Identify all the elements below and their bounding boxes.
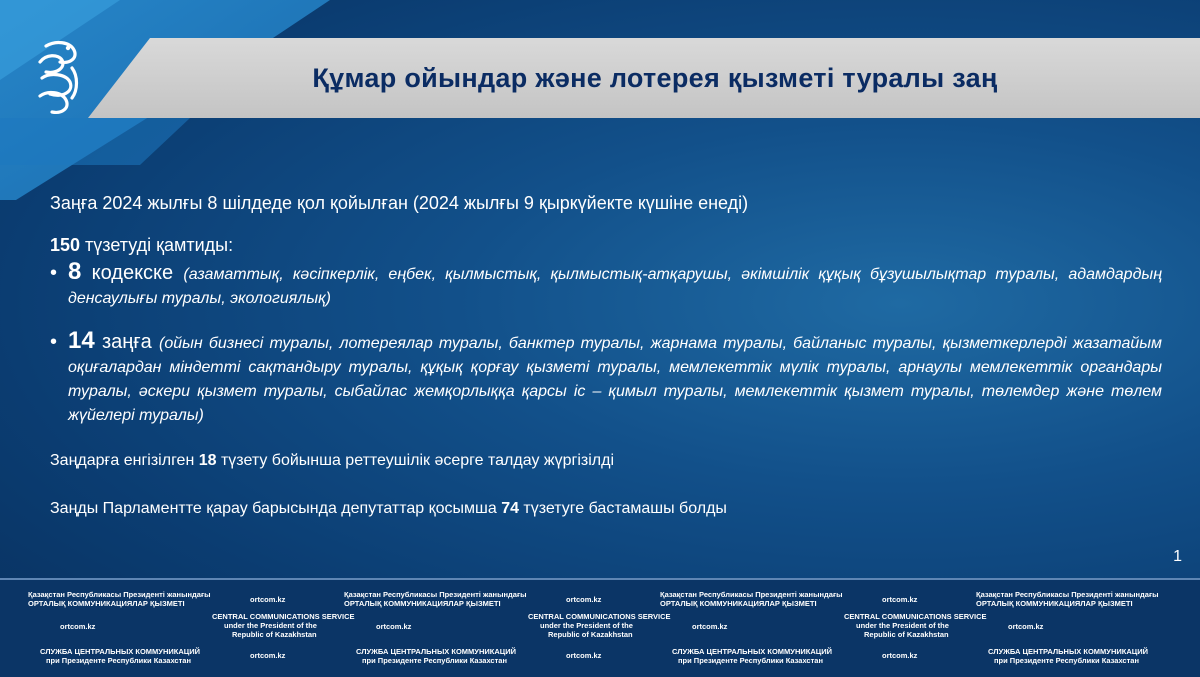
footer-site: ortcom.kz xyxy=(692,622,728,631)
footer-kz-2: ОРТАЛЫҚ КОММУНИКАЦИЯЛАР ҚЫЗМЕТІ xyxy=(660,599,817,608)
footer-pattern xyxy=(948,580,1200,677)
codes-count: 8 xyxy=(68,258,82,285)
signed-paragraph: Заңға 2024 жылғы 8 шілдеде қол қойылған (2024 жылғы 9 қыркүйекте күшіне енеді) xyxy=(50,193,749,213)
footer-banner xyxy=(0,578,1200,677)
footer-ru-1: СЛУЖБА ЦЕНТРАЛЬНЫХ КОММУНИКАЦИЙ xyxy=(40,647,201,656)
footer-ru-2: при Президенте Республики Казахстан xyxy=(362,656,507,665)
footer-site: ortcom.kz xyxy=(566,595,602,604)
footer-kz-2: ОРТАЛЫҚ КОММУНИКАЦИЯЛАР ҚЫЗМЕТІ xyxy=(28,599,185,608)
footer-site: ortcom.kz xyxy=(882,595,918,604)
codes-word: кодекске xyxy=(81,262,184,284)
footer-kz-1: Қазақстан Республикасы Президенті жанындағы xyxy=(660,590,843,599)
footer-en-1: CENTRAL COMMUNICATIONS SERVICE xyxy=(212,612,355,621)
laws-count: 14 xyxy=(68,327,95,354)
amendments-intro xyxy=(50,232,1162,258)
analysis-text-pre: Заңдарға енгізілген xyxy=(50,452,199,469)
footer-pattern xyxy=(316,580,671,677)
amendments-count: 150 xyxy=(50,235,81,255)
footer-site: ortcom.kz xyxy=(60,622,96,631)
amendments-text: түзетуді қамтиды: xyxy=(80,235,234,255)
parliament-text-pre: Заңды Парламентте қарау барысында депутаттар қосымша xyxy=(50,500,502,517)
footer-kz-1: Қазақстан Республикасы Президенті жанындағы xyxy=(344,590,527,599)
footer-ru-1: СЛУЖБА ЦЕНТРАЛЬНЫХ КОММУНИКАЦИЙ xyxy=(356,647,517,656)
footer-site: ortcom.kz xyxy=(1008,622,1044,631)
footer-en-2: under the President of the xyxy=(856,621,949,630)
footer-ru-2: при Президенте Республики Казахстан xyxy=(46,656,191,665)
bullet-laws-text xyxy=(68,329,1162,428)
laws-word: заңға xyxy=(94,331,160,353)
analysis-count: 18 xyxy=(198,452,217,469)
footer-kz-1: Қазақстан Республикасы Президенті жанындағы xyxy=(976,590,1159,599)
footer-en-3: Republic of Kazakhstan xyxy=(548,630,633,639)
footer-en-1: CENTRAL COMMUNICATIONS SERVICE xyxy=(528,612,671,621)
footer-en-1: CENTRAL COMMUNICATIONS SERVICE xyxy=(844,612,987,621)
footer-site: ortcom.kz xyxy=(250,595,286,604)
footer-en-2: under the President of the xyxy=(224,621,317,630)
footer-kz-2: ОРТАЛЫҚ КОММУНИКАЦИЯЛАР ҚЫЗМЕТІ xyxy=(344,599,501,608)
analysis-paragraph xyxy=(50,448,1162,474)
footer-kz-1: Қазақстан Республикасы Президенті жанындағы xyxy=(28,590,211,599)
footer-site: ortcom.kz xyxy=(566,651,602,660)
bullet-dot: • xyxy=(50,331,58,353)
title-band xyxy=(0,38,1200,118)
slide-content xyxy=(50,190,1162,522)
parliament-count: 74 xyxy=(501,500,519,517)
footer-pattern xyxy=(0,580,355,677)
footer-site: ortcom.kz xyxy=(882,651,918,660)
slide-title: Құмар ойындар және лотерея қызметі туралы заң xyxy=(312,62,998,93)
footer-site: ortcom.kz xyxy=(376,622,412,631)
bullet-codes-text xyxy=(68,260,1162,311)
bullet-laws xyxy=(50,329,1162,428)
bullet-codes xyxy=(50,260,1162,311)
footer-en-3: Republic of Kazakhstan xyxy=(864,630,949,639)
footer-pattern xyxy=(632,580,987,677)
codes-detail: (азаматтық, кәсіпкерлік, еңбек, қылмыстық, қылмыстық-атқарушы, әкімшілік құқық бұзушылықтар туралы, адамдардың денсаулығы туралы, экологиялық) xyxy=(68,266,1163,307)
footer-ru-2: при Президенте Республики Казахстан xyxy=(994,656,1139,665)
footer-ru-2: при Президенте Республики Казахстан xyxy=(678,656,823,665)
footer-ru-1: СЛУЖБА ЦЕНТРАЛЬНЫХ КОММУНИКАЦИЙ xyxy=(672,647,833,656)
analysis-text-post: түзету бойынша реттеушілік әсерге талдау жүргізілді xyxy=(216,452,614,469)
bullet-dot: • xyxy=(50,262,58,284)
parliament-text-post: түзетуге бастамашы болды xyxy=(518,500,727,517)
footer-en-3: Republic of Kazakhstan xyxy=(232,630,317,639)
page-number: 1 xyxy=(1173,548,1182,565)
parliament-paragraph xyxy=(50,496,1162,522)
laws-detail: (ойын бизнесі туралы, лотереялар туралы, банктер туралы, жарнама туралы, байланыс туралы, қызметкерлерді жазатайым оқиғалардан міндетті сақтандыру туралы, құқық қорғау қызметі туралы, мемлекеттік мүлік туралы, арнаулы мемлекеттік органдары туралы, әскери қызмет туралы, сыбайлас жемқорлыққа қарсы іс – қимыл туралы, мемлекеттік қызмет туралы, төлемдер және төлем жүйелері туралы) xyxy=(68,335,1163,424)
footer-kz-2: ОРТАЛЫҚ КОММУНИКАЦИЯЛАР ҚЫЗМЕТІ xyxy=(976,599,1133,608)
footer-ru-1: СЛУЖБА ЦЕНТРАЛЬНЫХ КОММУНИКАЦИЙ xyxy=(988,647,1149,656)
footer-en-2: under the President of the xyxy=(540,621,633,630)
footer-site: ortcom.kz xyxy=(250,651,286,660)
